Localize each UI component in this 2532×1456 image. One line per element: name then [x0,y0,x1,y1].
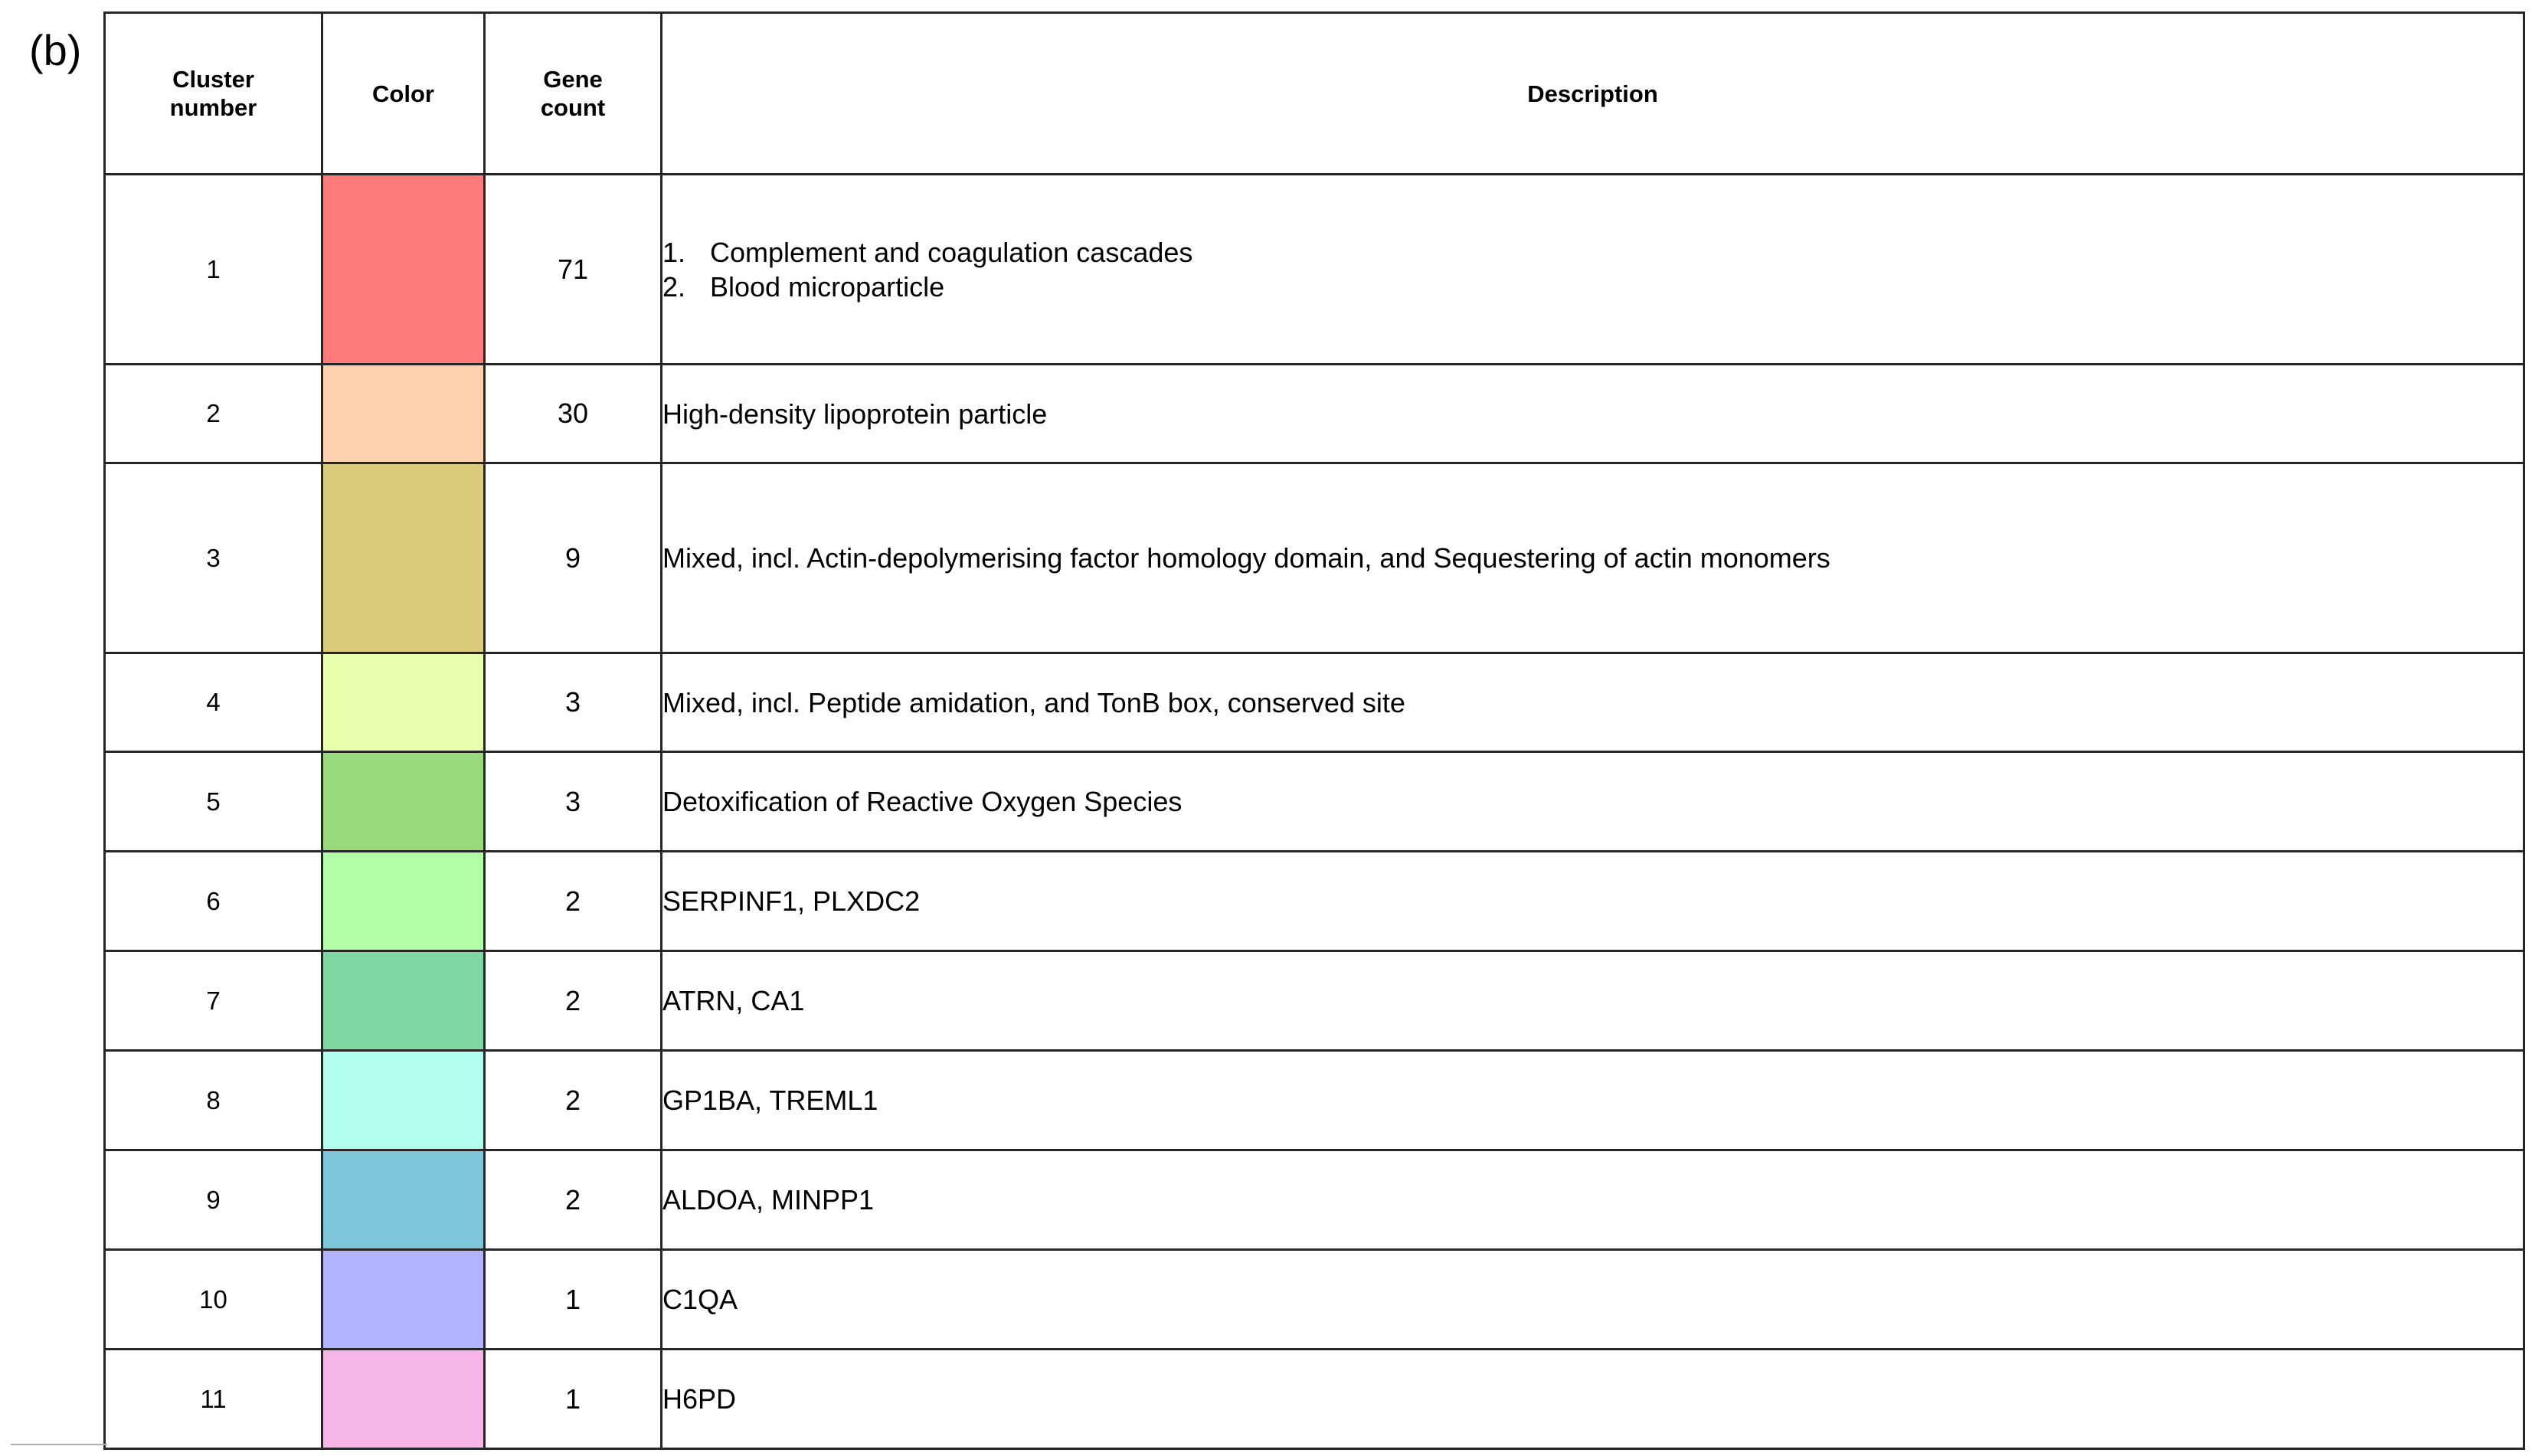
color-swatch [322,653,485,752]
description-cell: GP1BA, TREML1 [662,1051,2524,1150]
cluster-number-cell: 5 [105,752,322,852]
header-color: Color [322,13,485,175]
color-swatch [322,365,485,463]
color-swatch [322,175,485,365]
list-item [662,235,2523,270]
table-row [105,1150,2524,1250]
cluster-table [103,11,2525,1450]
color-swatch [322,1350,485,1449]
list-item-text: Blood microparticle [710,270,945,303]
list-item-text: Complement and coagulation cascades [710,236,1193,268]
description-cell: C1QA [662,1250,2524,1350]
table-row [105,951,2524,1051]
description-cell: H6PD [662,1350,2524,1449]
cluster-number-cell: 3 [105,463,322,653]
color-swatch [322,752,485,852]
header-gene-count: Gene count [485,13,662,175]
bottom-rule [11,1444,107,1445]
description-cell: Mixed, incl. Actin-depolymerising factor homology domain, and Sequestering of actin monomers [662,463,2524,653]
table-row [105,1350,2524,1449]
cluster-number-cell: 6 [105,852,322,951]
table-row [105,1051,2524,1150]
description-cell: High-density lipoprotein particle [662,365,2524,463]
gene-count-cell: 1 [485,1350,662,1449]
cluster-number-cell: 4 [105,653,322,752]
table-row [105,1250,2524,1350]
cluster-number-cell: 8 [105,1051,322,1150]
gene-count-cell: 9 [485,463,662,653]
list-item [662,270,2523,304]
table-row [105,365,2524,463]
cluster-number-cell: 1 [105,175,322,365]
gene-count-cell: 2 [485,852,662,951]
header-row [105,13,2524,175]
gene-count-cell: 2 [485,1051,662,1150]
description-cell: ALDOA, MINPP1 [662,1150,2524,1250]
gene-count-cell: 30 [485,365,662,463]
cluster-number-cell: 2 [105,365,322,463]
panel-label: (b) [29,26,82,74]
list-marker: 1. [662,236,686,268]
cluster-number-cell: 11 [105,1350,322,1449]
table-row [105,653,2524,752]
table-row [105,752,2524,852]
gene-count-cell: 3 [485,653,662,752]
table-row [105,463,2524,653]
gene-count-cell: 2 [485,951,662,1051]
cluster-number-cell: 9 [105,1150,322,1250]
header-description: Description [662,13,2524,175]
description-cell [662,175,2524,365]
color-swatch [322,1250,485,1350]
cluster-number-cell: 10 [105,1250,322,1350]
color-swatch [322,1051,485,1150]
list-marker: 2. [662,270,686,303]
color-swatch [322,852,485,951]
description-cell: SERPINF1, PLXDC2 [662,852,2524,951]
color-swatch [322,1150,485,1250]
gene-count-cell: 1 [485,1250,662,1350]
description-list [662,235,2523,304]
cluster-number-cell: 7 [105,951,322,1051]
gene-count-cell: 71 [485,175,662,365]
table-row [105,175,2524,365]
gene-count-cell: 3 [485,752,662,852]
description-cell: Detoxification of Reactive Oxygen Species [662,752,2524,852]
description-cell: ATRN, CA1 [662,951,2524,1051]
color-swatch [322,463,485,653]
gene-count-cell: 2 [485,1150,662,1250]
header-cluster-number: Cluster number [105,13,322,175]
table-row [105,852,2524,951]
color-swatch [322,951,485,1051]
description-cell: Mixed, incl. Peptide amidation, and TonB box, conserved site [662,653,2524,752]
